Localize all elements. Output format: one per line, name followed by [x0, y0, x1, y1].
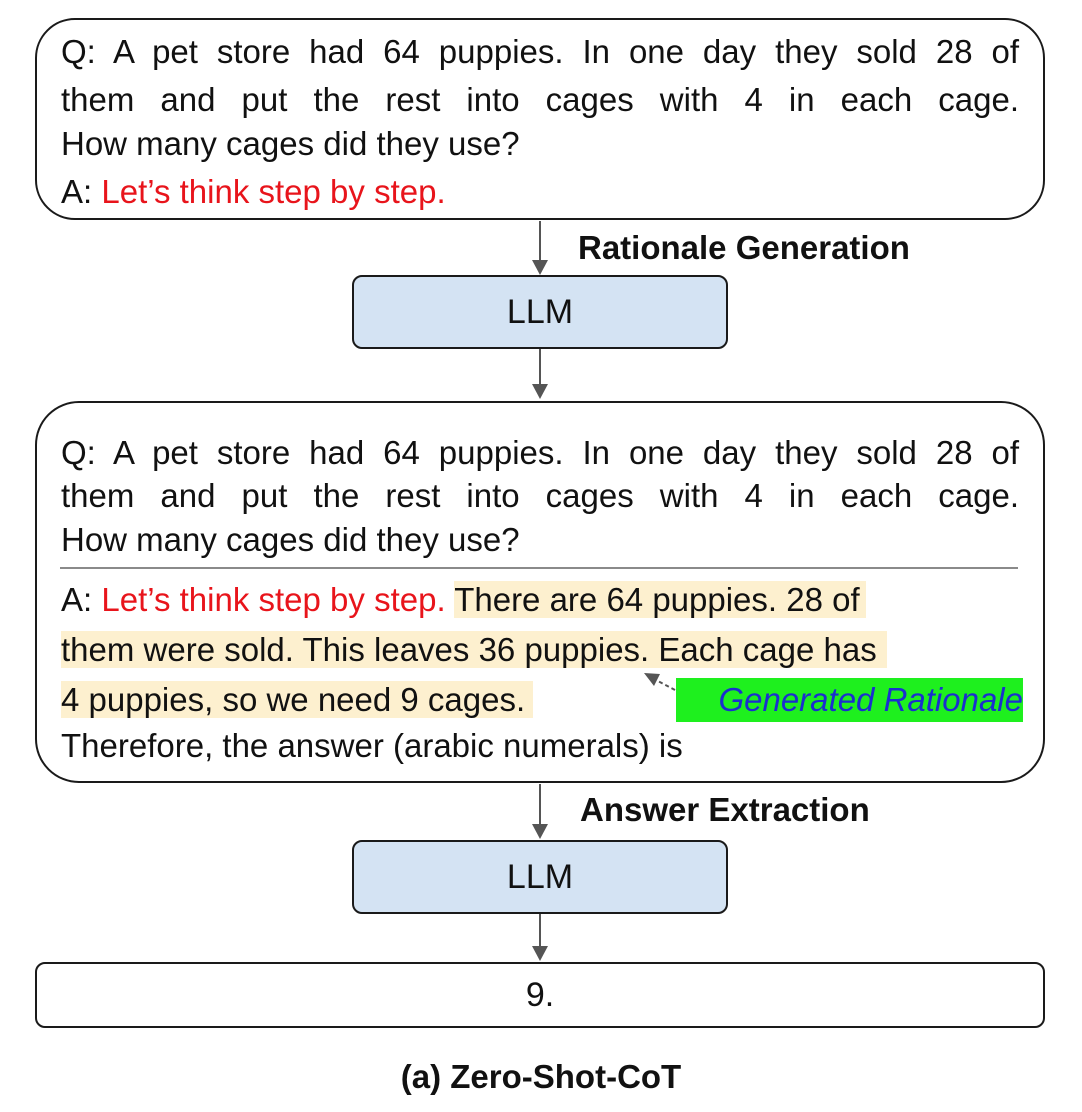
llm-box-rationale [352, 275, 728, 349]
llm-box-extraction [352, 840, 728, 914]
answer-line-1 [61, 578, 1019, 622]
generated-rationale-tag: Generated Rationale [676, 678, 1023, 722]
answer-extraction-label: Answer Extraction [580, 791, 870, 828]
rationale-generation-label: Rationale Generation [578, 229, 910, 266]
trigger-phrase: Let’s think step by step. [101, 581, 446, 618]
arrow-down-icon [532, 221, 548, 275]
question-line-1: Q: A pet store had 64 puppies. In one day they sold 28 of [61, 434, 1019, 471]
final-answer: 9. [525, 975, 555, 1014]
question-line-3: How many cages did they use? [61, 125, 520, 162]
question-line-3: How many cages did they use? [61, 521, 520, 558]
figure-caption: (a) Zero-Shot-CoT [400, 1058, 682, 1095]
rationale-line-2: them were sold. This leaves 36 puppies. Each cage has [61, 631, 887, 668]
llm-label: LLM [506, 292, 574, 331]
rationale-line-1: There are 64 puppies. 28 of [454, 581, 865, 618]
question-line-2: them and put the rest into cages with 4 in each cage. [61, 81, 1019, 118]
arrow-down-icon [532, 914, 548, 961]
arrow-down-icon [532, 784, 548, 839]
answer-line-2 [61, 628, 1019, 672]
final-answer-box [35, 962, 1045, 1028]
trigger-phrase: Let’s think step by step. [101, 173, 446, 210]
arrow-down-icon [532, 349, 548, 399]
extraction-prompt: Therefore, the answer (arabic numerals) is [61, 727, 683, 764]
llm-label: LLM [506, 857, 574, 896]
question-line-2: them and put the rest into cages with 4 in each cage. [61, 477, 1019, 514]
answer-line [61, 170, 1019, 214]
divider-line [60, 567, 1018, 569]
answer-prefix: A: [61, 581, 102, 618]
question-line-1: Q: A pet store had 64 puppies. In one day they sold 28 of [61, 33, 1019, 70]
answer-prefix: A: [61, 173, 102, 210]
rationale-line-3: 4 puppies, so we need 9 cages. [61, 681, 533, 718]
